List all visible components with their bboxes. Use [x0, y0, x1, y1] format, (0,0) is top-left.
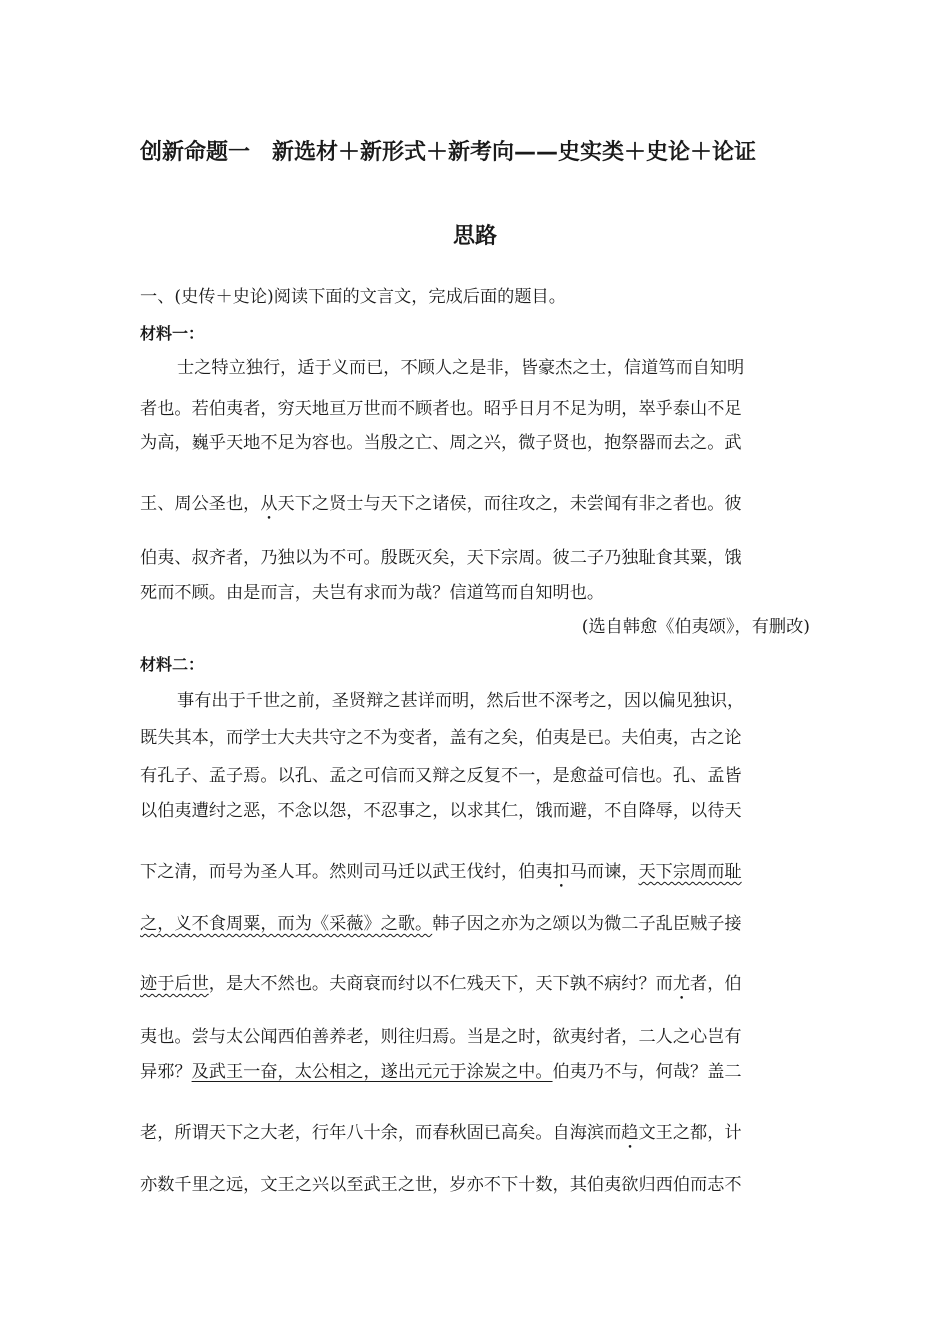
text-run: 老，所谓天下之大老，行年八十余，而春秋固已高矣。自海滨而 — [140, 1123, 622, 1143]
wavy-underlined-text: 天下宗周而耻 — [638, 862, 742, 882]
question-prompt: 一、(史传＋史论)阅读下面的文言文，完成后面的题目。 — [140, 287, 566, 307]
material-two-line — [140, 725, 810, 751]
text-run: 韩子因之亦为之颂以为微二子乱臣贼子接 — [432, 914, 742, 934]
text-run: 有孔子、孟子焉。以孔、孟之可信而又辩之反复不一，是愈益可信也。孔、孟皆 — [140, 766, 742, 786]
material-one-source: (选自韩愈《伯夷颂》，有删改) — [581, 617, 810, 637]
material-two-line — [140, 971, 810, 1004]
text-run: 事有出于千世之前，圣贤辩之甚详而明，然后世不深考之，因以偏见独识， — [177, 691, 745, 711]
material-one-line — [140, 396, 810, 422]
wavy-underlined-text: 迹于后世 — [140, 974, 209, 994]
material-one-line — [177, 355, 810, 381]
material-two-line — [140, 1172, 810, 1198]
material-one-line — [140, 491, 810, 524]
underlined-text: 及武王一奋，太公相之，遂出元元于涂炭之中。 — [191, 1062, 553, 1082]
material-two-line — [140, 1024, 810, 1050]
text-run: 伯夷乃不与，何哉？盖二 — [552, 1062, 742, 1082]
dotted-emphasis-char: 从 — [260, 494, 278, 514]
text-run: 文王之都，计 — [638, 1123, 742, 1143]
material-two-line — [140, 798, 810, 824]
text-run: 者也。若伯夷者，穷天地亘万世而不顾者也。昭乎日月不足为明，崒乎泰山不足 — [140, 399, 742, 419]
material-two-line — [140, 1059, 810, 1085]
text-run: 既失其本，而学士大夫共守之不为变者，盖有之矣，伯夷是已。夫伯夷，古之论 — [140, 728, 742, 748]
material-two-line — [140, 859, 810, 892]
text-run: 天下之贤士与天下之诸侯，而往攻之，未尝闻有非之者也。彼 — [277, 494, 742, 514]
text-run: 士之特立独行，适于义而已，不顾人之是非，皆豪杰之士，信道笃而自知明 — [177, 358, 745, 378]
text-run: 夷也。尝与太公闻西伯善养老，则往归焉。当是之时，欲夷纣者，二人之心岂有 — [140, 1027, 742, 1047]
material-one-heading: 材料一： — [140, 324, 205, 343]
dotted-emphasis-char: 趋 — [621, 1123, 639, 1143]
text-run: 者，伯 — [690, 974, 742, 994]
material-one-line — [140, 430, 810, 456]
material-two-line — [140, 763, 810, 789]
text-run: ，是大不然也。夫商衰而纣以不仁残天下，天下孰不病纣？而 — [208, 974, 673, 994]
text-run: 下之清，而号为圣人耳。然则司马迁以武王伐纣，伯夷 — [140, 862, 553, 882]
material-two-heading: 材料二： — [140, 655, 205, 674]
material-two-line — [140, 911, 810, 937]
wavy-underlined-text: 之，义不食周粟，而为《采薇》之歌。 — [140, 914, 433, 934]
text-run: 亦数千里之远，文王之兴以至武王之世，岁亦不下十数，其伯夷欲归西伯而志不 — [140, 1175, 742, 1195]
text-run: 王、周公圣也， — [140, 494, 261, 514]
text-run: 异邪？ — [140, 1062, 192, 1082]
material-one-line — [140, 545, 810, 571]
material-two-line — [140, 1120, 810, 1153]
text-run: 为高，巍乎天地不足为容也。当殷之亡、周之兴，微子贤也，抱祭器而去之。武 — [140, 433, 742, 453]
page-title-continuation: 思路 — [452, 224, 497, 249]
dotted-emphasis-char: 扣 — [552, 862, 570, 882]
page-title: 创新命题一 新选材＋新形式＋新考向——史实类＋史论＋论证 — [140, 140, 757, 165]
dotted-emphasis-char: 尤 — [672, 974, 691, 994]
text-run: 死而不顾。由是而言，夫岂有求而为哉？信道笃而自知明也。 — [140, 583, 605, 603]
text-run: 马而谏， — [569, 862, 639, 882]
text-run: 伯夷、叔齐者，乃独以为不可。殷既灭矣，天下宗周。彼二子乃独耻食其粟，饿 — [140, 548, 742, 568]
text-run: 以伯夷遭纣之恶，不念以怨，不忍事之，以求其仁，饿而避，不自降辱，以待天 — [140, 801, 742, 821]
material-two-line — [177, 688, 810, 714]
material-one-line — [140, 580, 810, 606]
